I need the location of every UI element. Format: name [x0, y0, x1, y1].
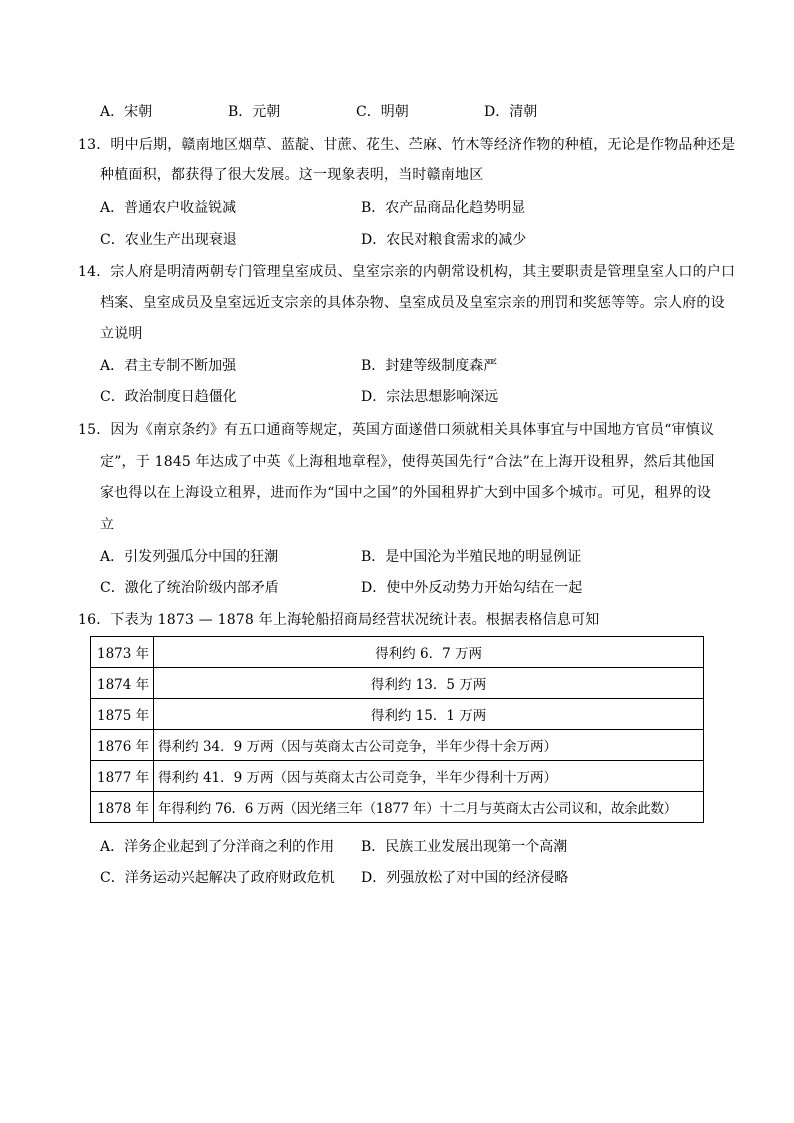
- q16-option-d: D．列强放松了对中国的经济侵略: [361, 870, 569, 886]
- q14-option-c: C．政治制度日趋僵化: [100, 389, 237, 405]
- table-row: [91, 730, 704, 761]
- q13-option-d: D．农民对粮食需求的减少: [361, 232, 527, 248]
- profit-cell: 年得利约 76．6 万两（因光绪三年（1877 年）十二月与英商太古公司议和，故余此数）: [154, 792, 704, 823]
- q13-stem-line2: 种植面积，都获得了很大发展。这一现象表明，当时赣南地区: [100, 167, 484, 183]
- q16-option-c: C．洋务运动兴起解决了政府财政危机: [100, 870, 335, 886]
- q15-option-d: D．使中外反动势力开始勾结在一起: [361, 580, 583, 596]
- table-row: [91, 792, 704, 823]
- statistics-table: [90, 636, 704, 823]
- q14-option-b: B．封建等级制度森严: [361, 358, 498, 374]
- q15-stem-line4: 立: [100, 517, 115, 533]
- table-row: [91, 699, 704, 730]
- q15-stem-line2: 定”，于 1845 年达成了中英《上海租地章程》，使得英国先行“合法”在上海开设租界，然后其他国: [100, 454, 715, 470]
- year-cell: 1878 年: [91, 792, 154, 823]
- table-row: [91, 761, 704, 792]
- q14-stem-line2: 档案、皇室成员及皇室远近支宗亲的具体杂物、皇室成员及皇室宗亲的刑罚和奖惩等等。宗人府的设: [100, 295, 725, 311]
- q14-option-d: D．宗法思想影响深远: [361, 389, 499, 405]
- q16-option-a: A．洋务企业起到了分洋商之利的作用: [100, 839, 335, 855]
- year-cell: 1876 年: [91, 730, 154, 761]
- profit-cell: 得利约 34．9 万两（因与英商太古公司竞争，半年少得十余万两）: [154, 730, 704, 761]
- q15-stem-line3: 家也得以在上海设立租界，进而作为“国中之国”的外国租界扩大到中国多个城市。可见，租界的设: [100, 485, 712, 501]
- q15-option-c: C．激化了统治阶级内部矛盾: [100, 580, 279, 596]
- year-cell: 1877 年: [91, 761, 154, 792]
- profit-cell: 得利约 6．7 万两: [154, 637, 704, 668]
- profit-cell: 得利约 15．1 万两: [154, 699, 704, 730]
- q13-option-a: A．普通农户收益锐减: [100, 200, 237, 216]
- q13-option-b: B．农产品商品化趋势明显: [361, 200, 526, 216]
- year-cell: 1873 年: [91, 637, 154, 668]
- q16-stem-line1: 16．下表为 1873 — 1878 年上海轮船招商局经营状况统计表。根据表格信息可知: [78, 612, 600, 628]
- q12-option-d: D．清朝: [484, 104, 538, 120]
- year-cell: 1874 年: [91, 668, 154, 699]
- q14-stem-line3: 立说明: [100, 326, 143, 342]
- table-row: [91, 637, 704, 668]
- q15-option-a: A．引发列强瓜分中国的狂潮: [100, 549, 279, 565]
- year-cell: 1875 年: [91, 699, 154, 730]
- q13-option-c: C．农业生产出现衰退: [100, 232, 237, 248]
- q14-stem-line1: 14．宗人府是明清两朝专门管理皇室成员、皇室宗亲的内朝常设机构，其主要职责是管理皇室人口的户口: [78, 264, 736, 280]
- profit-cell: 得利约 41．9 万两（因与英商太古公司竞争，半年少得利十万两）: [154, 761, 704, 792]
- q12-option-a: A．宋朝: [100, 104, 153, 120]
- q16-option-b: B．民族工业发展出现第一个高潮: [361, 839, 568, 855]
- profit-cell: 得利约 13．5 万两: [154, 668, 704, 699]
- q15-option-b: B．是中国沦为半殖民地的明显例证: [361, 549, 582, 565]
- q13-stem-line1: 13．明中后期，赣南地区烟草、蓝靛、甘蔗、花生、苎麻、竹木等经济作物的种植，无论是作物品种还是: [78, 137, 736, 153]
- q14-option-a: A．君主专制不断加强: [100, 358, 237, 374]
- q12-option-b: B．元朝: [228, 104, 281, 120]
- table-row: [91, 668, 704, 699]
- q15-stem-line1: 15．因为《南京条约》有五口通商等规定，英国方面遂借口须就相关具体事宜与中国地方官员“审慎议: [78, 422, 715, 438]
- q12-option-c: C．明朝: [356, 104, 409, 120]
